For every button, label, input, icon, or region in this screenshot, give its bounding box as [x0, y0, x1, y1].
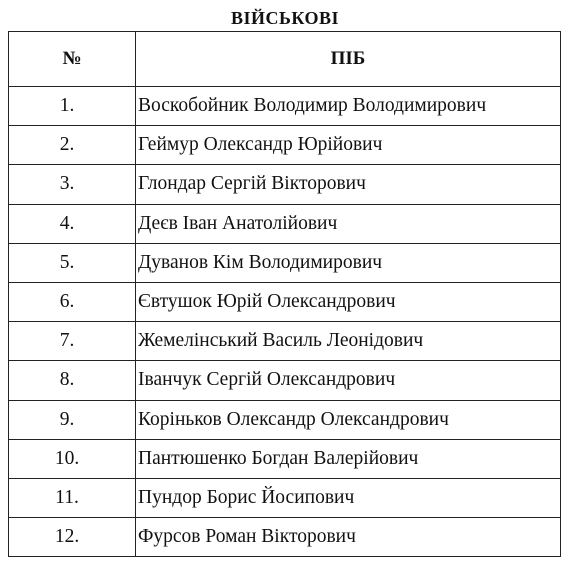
row-full-name: Коріньков Олександр Олександрович	[136, 400, 561, 439]
table-row	[9, 282, 561, 321]
row-number: 10.	[9, 439, 136, 478]
row-number: 8.	[9, 361, 136, 400]
row-number: 4.	[9, 204, 136, 243]
table-row	[9, 243, 561, 282]
table-row	[9, 361, 561, 400]
column-header-name: ПІБ	[136, 32, 561, 87]
document-title: ВІЙСЬКОВІ	[230, 8, 340, 28]
table-row	[9, 518, 561, 557]
table-row	[9, 126, 561, 165]
row-number: 1.	[9, 87, 136, 126]
row-full-name: Іванчук Сергій Олександрович	[136, 361, 561, 400]
table-body	[9, 87, 561, 557]
row-full-name: Геймур Олександр Юрійович	[136, 126, 561, 165]
table-row	[9, 204, 561, 243]
row-full-name: Деєв Іван Анатолійович	[136, 204, 561, 243]
table-row	[9, 165, 561, 204]
personnel-table	[8, 31, 561, 557]
row-number: 11.	[9, 478, 136, 517]
row-full-name: Євтушок Юрій Олександрович	[136, 282, 561, 321]
row-number: 12.	[9, 518, 136, 557]
row-full-name: Дуванов Кім Володимирович	[136, 243, 561, 282]
row-full-name: Воскобойник Володимир Володимирович	[136, 87, 561, 126]
table-row	[9, 478, 561, 517]
table-header-row	[9, 32, 561, 87]
row-full-name: Фурсов Роман Вікторович	[136, 518, 561, 557]
table-row	[9, 400, 561, 439]
row-full-name: Пантюшенко Богдан Валерійович	[136, 439, 561, 478]
row-full-name: Пундор Борис Йосипович	[136, 478, 561, 517]
row-full-name: Жемелінський Василь Леонідович	[136, 322, 561, 361]
table-row	[9, 87, 561, 126]
table-row	[9, 439, 561, 478]
table-row	[9, 322, 561, 361]
row-number: 9.	[9, 400, 136, 439]
row-number: 2.	[9, 126, 136, 165]
row-full-name: Глондар Сергій Вікторович	[136, 165, 561, 204]
row-number: 7.	[9, 322, 136, 361]
row-number: 6.	[9, 282, 136, 321]
row-number: 3.	[9, 165, 136, 204]
row-number: 5.	[9, 243, 136, 282]
column-header-number: №	[9, 32, 136, 87]
